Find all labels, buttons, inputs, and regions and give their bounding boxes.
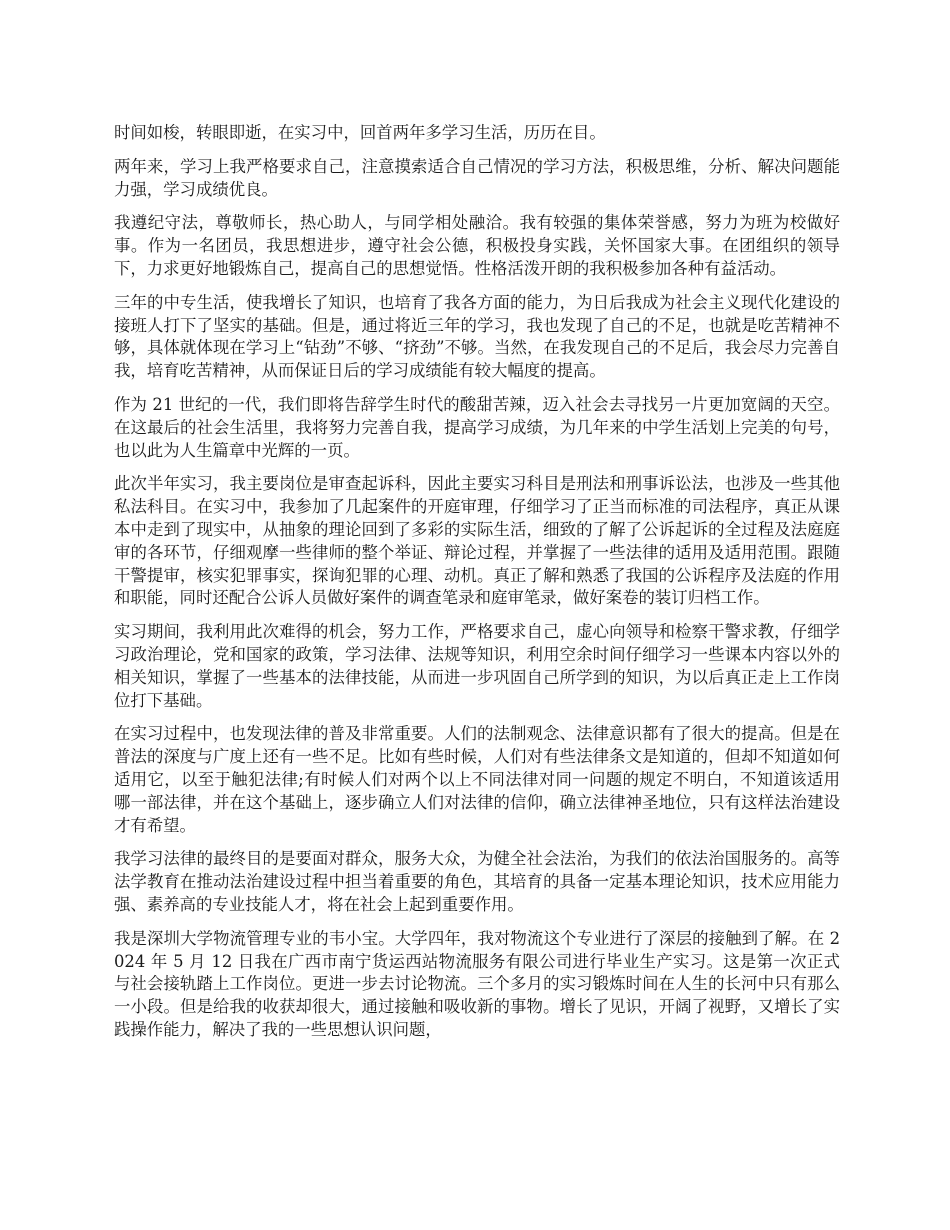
- paragraph-5: 作为 21 世纪的一代，我们即将告辞学生时代的酸甜苦辣，迈入社会去寻找另一片更加宽阔的天空。在这最后的社会生活里，我将努力完善自我，提高学习成绩，为几年来的中学生活划上完美的句号，也以此为人生篇章中光辉的一页。: [114, 394, 840, 460]
- paragraph-2: 两年来，学习上我严格要求自己，注意摸索适合自己情况的学习方法，积极思维，分析、解决问题能力强，学习成绩优良。: [114, 156, 840, 199]
- paragraph-10: 我是深圳大学物流管理专业的韦小宝。大学四年，我对物流这个专业进行了深层的接触到了解。在 2024 年 5 月 12 日我在广西市南宁货运西站物流服务有限公司进行毕业生产实习。这是第一次正式与社会接轨踏上工作岗位。更进一步去讨论物流。三个多月的实习锻炼时间在人生的长河中只有那么一小段。但是给我的收获却很大，通过接触和吸收新的事物。增长了见识，开阔了视野，又增长了实践操作能力，解决了我的一些思想认识问题，: [114, 928, 840, 1039]
- paragraph-4: 三年的中专生活，使我增长了知识，也培育了我各方面的能力，为日后我成为社会主义现代化建设的接班人打下了坚实的基础。但是，通过将近三年的学习，我也发现了自己的不足，也就是吃苦精神不够，具体就体现在学习上“钻劲”不够、“挤劲”不够。当然，在我发现自己的不足后，我会尽力完善自我，培育吃苦精神，从而保证日后的学习成绩能有较大幅度的提高。: [114, 292, 840, 381]
- paragraph-6: 此次半年实习，我主要岗位是审查起诉科，因此主要实习科目是刑法和刑事诉讼法，也涉及一些其他私法科目。在实习中，我参加了几起案件的开庭审理，仔细学习了正当而标准的司法程序，真正从课本中走到了现实中，从抽象的理论回到了多彩的实际生活，细致的了解了公诉起诉的全过程及法庭庭审的各环节，仔细观摩一些律师的整个举证、辩论过程，并掌握了一些法律的适用及适用范围。跟随干警提审，核实犯罪事实，探询犯罪的心理、动机。真正了解和熟悉了我国的公诉程序及法庭的作用和职能，同时还配合公诉人员做好案件的调查笔录和庭审笔录，做好案卷的装订归档工作。: [114, 474, 840, 608]
- paragraph-3: 我遵纪守法，尊敬师长，热心助人，与同学相处融洽。我有较强的集体荣誉感，努力为班为校做好事。作为一名团员，我思想进步，遵守社会公德，积极投身实践，关怀国家大事。在团组织的领导下，力求更好地锻炼自己，提高自己的思想觉悟。性格活泼开朗的我积极参加各种有益活动。: [114, 213, 840, 278]
- paragraph-8: 在实习过程中，也发现法律的普及非常重要。人们的法制观念、法律意识都有了很大的提高。但是在普法的深度与广度上还有一些不足。比如有些时候，人们对有些法律条文是知道的，但却不知道如何适用它，以至于触犯法律;有时候人们对两个以上不同法律对同一问题的规定不明白，不知道该适用哪一部法律，并在这个基础上，逐步确立人们对法律的信仰，确立法律神圣地位，只有这样法治建设才有希望。: [114, 724, 840, 835]
- paragraph-9: 我学习法律的最终目的是要面对群众，服务大众，为健全社会法治，为我们的依法治国服务的。高等法学教育在推动法治建设过程中担当着重要的角色，其培育的具备一定基本理论知识，技术应用能力强、素养高的专业技能人才，将在社会上起到重要作用。: [114, 849, 840, 914]
- paragraph-7: 实习期间，我利用此次难得的机会，努力工作，严格要求自己，虚心向领导和检察干警求教，仔细学习政治理论，党和国家的政策，学习法律、法规等知识，利用空余时间仔细学习一些课本内容以外的相关知识，掌握了一些基本的法律技能，从而进一步巩固自己所学到的知识，为以后真正走上工作岗位打下基础。: [114, 622, 840, 710]
- paragraph-1: 时间如梭，转眼即逝，在实习中，回首两年多学习生活，历历在目。: [114, 123, 606, 142]
- document-body: [114, 122, 840, 1053]
